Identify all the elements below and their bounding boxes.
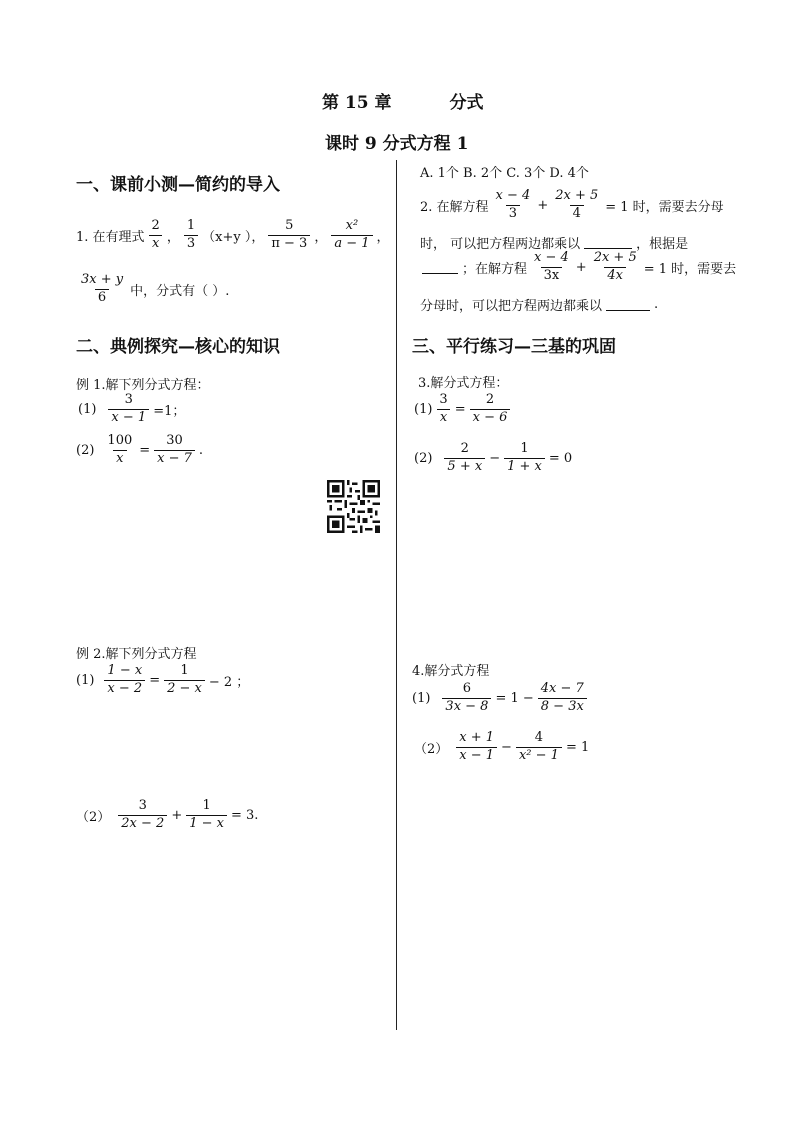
qr-code-icon <box>327 480 380 533</box>
lesson-title: 课时 9 分式方程 1 <box>325 134 469 154</box>
question-3-part-2: (2) $\frac{2}{5 + x}$ − $\frac{1}{1 + x}$ = 0 <box>414 441 573 474</box>
section-2-heading: 二、典例探究—核心的知识 <box>76 337 280 357</box>
column-divider <box>396 160 397 1030</box>
example-2-part-1: (1) $\frac{1 - x}{x - 2}$ = $\frac{1}{2 - x}$ − 2 ； <box>76 663 250 696</box>
question-2-line-1: 2. 在解方程 $\frac{x - 4}{3}$ + $\frac{2x + 5}{4}$ = 1 时，需要去分母 <box>420 188 724 221</box>
section-1-heading: 一、课前小测—简约的导入 <box>76 175 280 195</box>
example-1-part-2: (2) $\frac{100}{x}$ = $\frac{30}{x - 7}$ . <box>76 433 204 466</box>
question-1: 1. 在有理式 $\frac{2}{x}$ ， $\frac{1}{3}$ （x+y ）， $\frac{5}{\pi - 3}$ ， $\frac{\text{x²}}{a - 1}$ ， <box>76 218 390 251</box>
question-2-line-3: ；在解方程 $\frac{x - 4}{3x}$ + $\frac{2x + 5}{4x}$ = 1 时，需要去 <box>420 251 736 284</box>
question-4-part-2: （2） $\frac{x + 1}{x - 1}$ − $\frac{4}{\text{x² − 1}}$ = 1 <box>414 730 590 763</box>
example-1-part-1: (1) $\frac{3}{x - 1}$ =1； <box>78 392 186 425</box>
question-3-title: 3.解分式方程： <box>418 376 509 391</box>
chapter-title: 第 15 章 分式 <box>322 93 484 113</box>
question-4-title: 4.解分式方程 <box>412 664 490 679</box>
answer-blank <box>584 236 632 249</box>
answer-blank <box>606 298 650 311</box>
example-2-part-2: （2） $\frac{3}{2x - 2}$ + $\frac{1}{1 - x}$ = 3. <box>76 798 259 831</box>
question-3-part-1: (1) $\frac{3}{x}$ = $\frac{2}{x - 6}$ <box>414 393 512 426</box>
example-1-title: 例 1.解下列分式方程： <box>76 378 210 393</box>
example-2-title: 例 2.解下列分式方程 <box>76 647 197 662</box>
question-2-line-2: 时， 可以把方程两边都乘以 ，根据是 <box>420 237 689 252</box>
question-1-cont: $\frac{3x + y}{6}$ 中，分式有（ ）. <box>81 272 230 305</box>
choice-options: A. 1个 B. 2个 C. 3个 D. 4个 <box>420 166 589 181</box>
section-3-heading: 三、平行练习—三基的巩固 <box>412 337 616 357</box>
question-4-part-1: (1) $\frac{6}{3x - 8}$ = 1 − $\frac{4x - 7}{8 - 3x}$ <box>412 682 589 715</box>
answer-blank <box>422 261 458 274</box>
question-2-line-4: 分母时，可以把方程两边都乘以 . <box>420 297 659 314</box>
